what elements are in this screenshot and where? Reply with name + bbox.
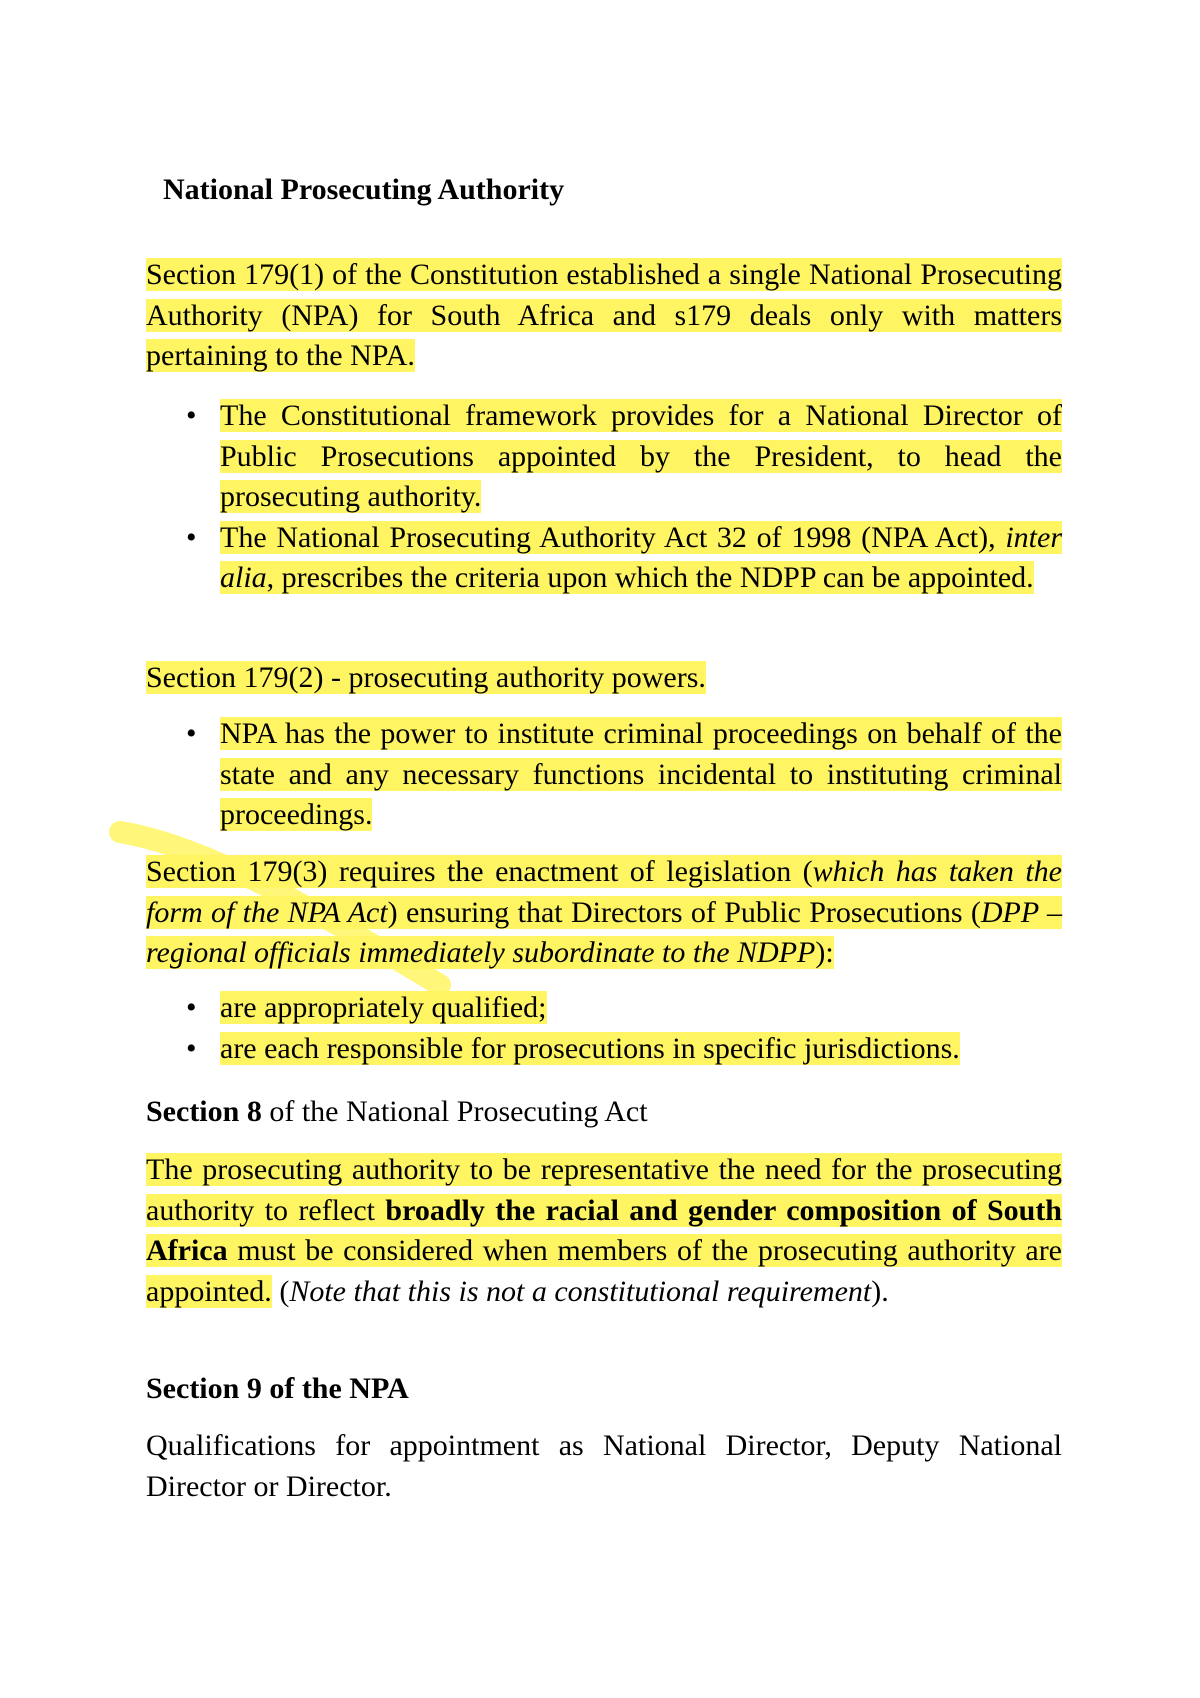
italic-text: DPP – regional officials immediately subordinate to the NDPP [146, 895, 1062, 969]
highlighted-text: must be considered when members of the prosecuting authority are appointed. [146, 1234, 1062, 1308]
bold-text: Section 8 [146, 1095, 262, 1128]
bullet-icon: • [186, 520, 197, 554]
italic-note: Note that this is not a constitutional requirement [289, 1274, 872, 1308]
paragraph-section-9 [146, 1426, 1062, 1507]
list-item [146, 518, 1062, 599]
list-item-text: are each responsible for prosecutions in specific jurisdictions. [220, 1031, 960, 1065]
section-9-heading [146, 1369, 1062, 1410]
paragraph-section-8 [146, 1150, 1062, 1312]
paragraph-section-179-1 [146, 255, 1062, 377]
bold-text: Section 9 of the NPA [146, 1372, 409, 1405]
list-item-italic: inter alia [220, 520, 1062, 594]
highlighted-text: ): [815, 936, 834, 969]
highlighted-text: Section 179(2) - prosecuting authority powers. [146, 661, 706, 694]
list-item-text: The National Prosecuting Authority Act 32 of 1998 (NPA Act), [220, 520, 1006, 554]
page-title: National Prosecuting Authority [163, 173, 565, 206]
plain-text: of the National Prosecuting Act [261, 1095, 648, 1128]
italic-text: which has taken the form of the NPA Act [146, 855, 1062, 929]
list-item [146, 988, 1062, 1029]
bullet-list-1 [146, 396, 1062, 599]
bullet-icon: • [186, 991, 197, 1024]
list-item-text: are appropriately qualified; [220, 991, 547, 1024]
bullet-icon: • [186, 717, 197, 750]
paragraph-section-179-3 [146, 852, 1062, 974]
highlighted-text: Section 179(3) requires the enactment of legislation ( [146, 855, 813, 888]
list-item-text: , prescribes the criteria upon which the NDPP can be appointed. [266, 561, 1034, 594]
highlighted-text: ) ensuring that Directors of Public Prosecutions ( [387, 895, 981, 929]
list-item [146, 396, 1062, 518]
list-item [146, 714, 1062, 836]
plain-text: Qualifications for appointment as National Director, Deputy National Director or Director. [146, 1429, 1062, 1503]
highlighted-text: The prosecuting authority to be representative the need for the prosecuting authority to reflect [146, 1153, 1062, 1227]
bullet-icon: • [186, 1031, 197, 1065]
list-item [146, 1029, 1062, 1070]
plain-text: ( [271, 1274, 290, 1308]
plain-text: ). [871, 1274, 889, 1308]
list-item-text: The Constitutional framework provides for a National Director of Public Prosecutions appointed by the President, to head the prosecuting authority. [220, 399, 1062, 513]
bullet-icon: • [186, 399, 197, 432]
paragraph-section-179-2 [146, 658, 1062, 699]
bullet-list-2 [146, 714, 1062, 836]
list-item-text: NPA has the power to institute criminal proceedings on behalf of the state and any necessary functions incidental to instituting criminal proceedings. [220, 717, 1062, 831]
section-8-heading [146, 1092, 1062, 1133]
highlighted-text: Section 179(1) of the Constitution established a single National Prosecuting Authority (NPA) for South Africa and s179 deals only with matters pertaining to the NPA. [146, 258, 1062, 372]
bold-highlighted-text: broadly the racial and gender composition of South Africa [146, 1193, 1062, 1267]
bullet-list-3 [146, 988, 1062, 1069]
